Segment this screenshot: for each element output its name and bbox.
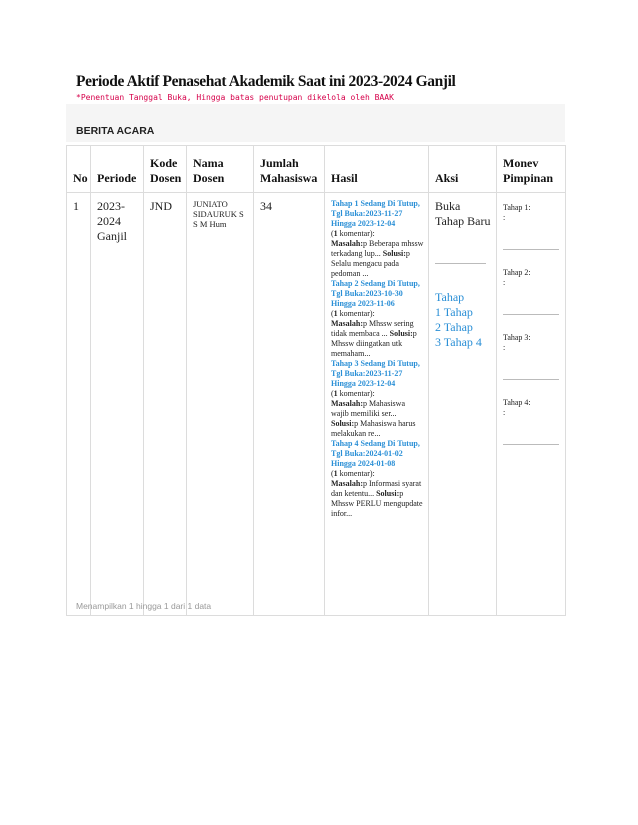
monev-divider bbox=[503, 314, 559, 315]
section-title: BERITA ACARA bbox=[76, 125, 155, 137]
tahap-comment-summary: (1 komentar): Masalah:p Mahasiswa wajib memiliki ser... Solusi:p Mahasiswa harus melakukan re... bbox=[331, 389, 416, 438]
tahap-comment-summary: (1 komentar): Masalah:p Mhssw sering tidak membaca ... Solusi:p Mhssw diingatkan utk memaham... bbox=[331, 309, 417, 358]
col-header-jumlah-mahasiswa[interactable]: Jumlah Mahasiswa bbox=[254, 146, 325, 193]
monev-value: : bbox=[503, 213, 506, 222]
monev-tahap-2 bbox=[503, 268, 561, 315]
col-header-periode[interactable]: Periode bbox=[91, 146, 144, 193]
berita-acara-table bbox=[66, 145, 566, 616]
monev-value: : bbox=[503, 343, 506, 352]
buka-tahap-baru-button[interactable]: Buka Tahap Baru bbox=[435, 199, 491, 228]
col-header-hasil[interactable]: Hasil bbox=[325, 146, 429, 193]
tahap-status-link[interactable]: Tahap 4 Sedang Di Tutup, Tgl Buka:2024-01-02 Hingga 2024-01-08 bbox=[331, 439, 420, 468]
monev-tahap-4 bbox=[503, 398, 561, 445]
hasil-tahap-4 bbox=[331, 439, 424, 519]
monev-divider bbox=[503, 379, 559, 380]
col-header-aksi[interactable]: Aksi bbox=[429, 146, 497, 193]
tahap-comment-summary: (1 komentar): Masalah:p Beberapa mhssw terkadang lup... Solusi:p Selalu mengacu pada pedoman ... bbox=[331, 229, 424, 278]
hasil-tahap-3 bbox=[331, 359, 424, 439]
col-header-no[interactable]: No bbox=[67, 146, 91, 193]
cell-jumlah-mahasiswa: 34 bbox=[254, 193, 325, 616]
aksi-divider bbox=[435, 263, 486, 264]
col-header-monev-pimpinan[interactable]: Monev Pimpinan bbox=[497, 146, 566, 193]
monev-value: : bbox=[503, 278, 506, 287]
monev-value: : bbox=[503, 408, 506, 417]
monev-tahap-3 bbox=[503, 333, 561, 380]
cell-no: 1 bbox=[67, 193, 91, 616]
tahap-status-link[interactable]: Tahap 2 Sedang Di Tutup, Tgl Buka:2023-10-30 Hingga 2023-11-06 bbox=[331, 279, 420, 308]
table-row bbox=[67, 193, 566, 616]
col-header-nama-dosen[interactable]: Nama Dosen bbox=[187, 146, 254, 193]
berita-acara-table-wrap bbox=[66, 145, 565, 600]
monev-label: Tahap 4: bbox=[503, 398, 531, 407]
cell-periode: 2023-2024 Ganjil bbox=[91, 193, 144, 616]
monev-label: Tahap 1: bbox=[503, 203, 531, 212]
page-title: Periode Aktif Penasehat Akademik Saat ini 2023-2024 Ganjil bbox=[76, 73, 456, 90]
monev-divider bbox=[503, 249, 559, 250]
cell-aksi bbox=[429, 193, 497, 616]
monev-divider bbox=[503, 444, 559, 445]
period-notice: *Penentuan Tanggal Buka, Hingga batas penutupan dikelola oleh BAAK bbox=[76, 93, 394, 102]
tahap-label: Tahap bbox=[435, 290, 465, 304]
monev-label: Tahap 3: bbox=[503, 333, 531, 342]
hasil-tahap-2 bbox=[331, 279, 424, 359]
table-header-row bbox=[67, 146, 566, 193]
hasil-tahap-1 bbox=[331, 199, 424, 279]
tahap-comment-summary: (1 komentar): Masalah:p Informasi syarat dan ketentu... Solusi:p Mhssw PERLU mengupdate infor... bbox=[331, 469, 423, 518]
cell-kode-dosen: JND bbox=[144, 193, 187, 616]
cell-monev-pimpinan bbox=[497, 193, 566, 616]
tahap-status-link[interactable]: Tahap 3 Sedang Di Tutup, Tgl Buka:2023-11-27 Hingga 2023-12-04 bbox=[331, 359, 420, 388]
col-header-kode-dosen[interactable]: Kode Dosen bbox=[144, 146, 187, 193]
monev-tahap-1 bbox=[503, 203, 561, 250]
table-info-footer: Menampilkan 1 hingga 1 dari 1 data bbox=[76, 601, 212, 611]
cell-hasil bbox=[325, 193, 429, 616]
tahap-1-link[interactable]: 1 Tahap bbox=[435, 305, 473, 319]
tahap-3-4-link[interactable]: 3 Tahap 4 bbox=[435, 335, 482, 349]
cell-nama-dosen: JUNIATO SIDAURUK S S M Hum bbox=[187, 193, 254, 616]
monev-label: Tahap 2: bbox=[503, 268, 531, 277]
tahap-2-link[interactable]: 2 Tahap bbox=[435, 320, 473, 334]
tahap-status-link[interactable]: Tahap 1 Sedang Di Tutup, Tgl Buka:2023-11-27 Hingga 2023-12-04 bbox=[331, 199, 420, 228]
